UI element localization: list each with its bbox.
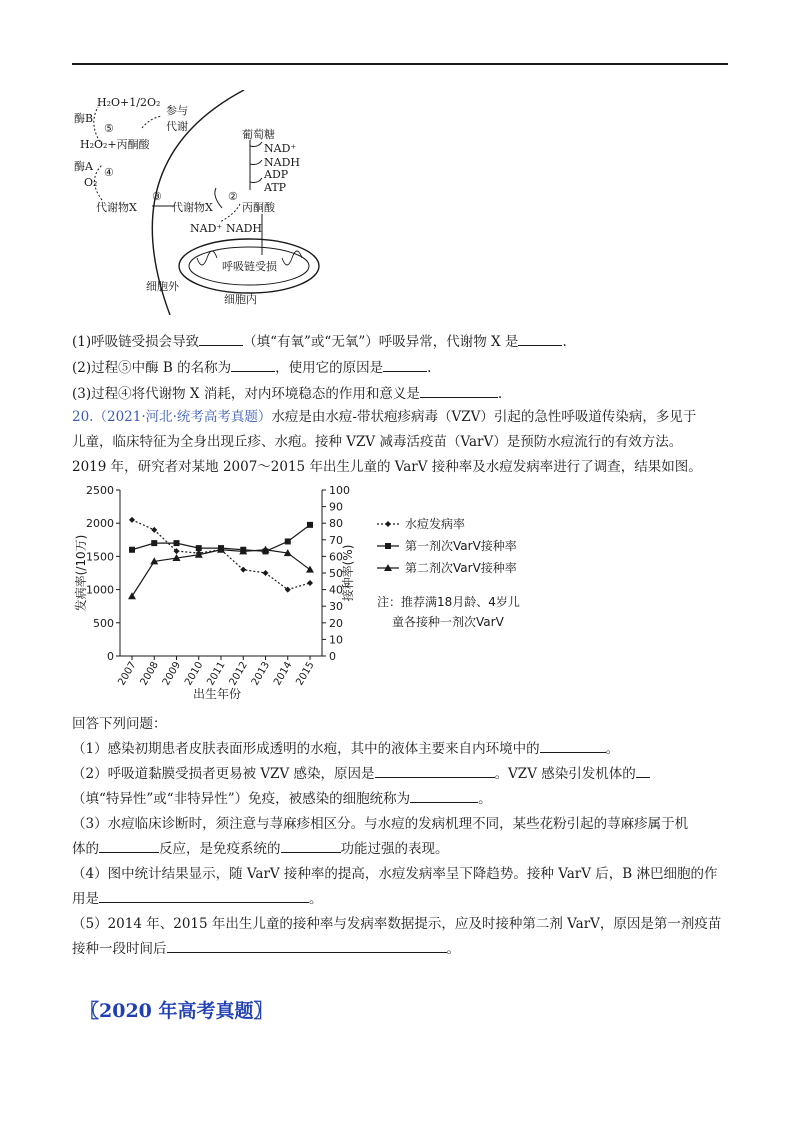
label-mito: 呼吸链受损 bbox=[222, 260, 277, 273]
y-right-axis-label: 接种率(%) bbox=[341, 544, 355, 602]
y-left-tick-label: 1500 bbox=[86, 550, 114, 564]
label-nadh1: NADH bbox=[264, 156, 300, 169]
label-circle-2: ② bbox=[228, 190, 238, 203]
answer-blank[interactable] bbox=[231, 357, 275, 372]
label-h2o2: H₂O₂+丙酮酸 bbox=[80, 138, 150, 151]
label-circle-4: ④ bbox=[104, 166, 114, 179]
x-axis-label: 出生年份 bbox=[192, 687, 242, 701]
legend-label-1: 水痘发病率 bbox=[405, 517, 466, 531]
label-outside: 细胞外 bbox=[146, 280, 179, 293]
answer-blank[interactable] bbox=[281, 838, 341, 853]
answer-blank[interactable] bbox=[99, 838, 159, 853]
label-metab: 参与 bbox=[166, 104, 188, 117]
y-right-tick-label: 90 bbox=[329, 500, 343, 514]
label-enzyme-a: 酶A bbox=[74, 160, 93, 173]
q19-item-3: (3)过程④将代谢物 X 消耗，对内环境稳态的作用和意义是 . bbox=[72, 382, 502, 402]
data-point-series-1 bbox=[151, 527, 157, 533]
data-point-series-2 bbox=[174, 540, 180, 546]
y-right-tick-label: 80 bbox=[329, 517, 343, 531]
label-x-in: 代谢物X bbox=[172, 201, 213, 214]
metabolism-diagram bbox=[72, 90, 372, 315]
y-right-tick-label: 10 bbox=[329, 633, 343, 647]
y-right-tick-label: 60 bbox=[329, 550, 343, 564]
y-right-tick-label: 50 bbox=[329, 567, 343, 580]
data-point-series-3 bbox=[128, 592, 136, 599]
x-tick-label: 2008 bbox=[138, 660, 161, 688]
label-glucose: 葡萄糖 bbox=[242, 128, 275, 141]
y-left-tick-label: 500 bbox=[93, 616, 114, 630]
answer-blank[interactable] bbox=[518, 331, 562, 346]
answer-blank[interactable] bbox=[383, 357, 427, 372]
q20-intro: 20.（2021·河北·统考高考真题）水痘是由水痘-带状疱疹病毒（VZV）引起的急性呼吸道传染病，多见于 儿童，临床特征为全身出现丘疹、水疱。接种 VZV 减毒活疫苗（VarV）是预防水痘流行的有效方法。 2019 年，研究者对某地 2007～2015 年出生儿童的 VarV 接种率及水痘发病率进行了调查，结果如图。 bbox=[72, 409, 702, 475]
label-nadh2: NADH bbox=[226, 222, 262, 235]
label-circle-3: ③ bbox=[152, 190, 162, 203]
legend-marker-2 bbox=[385, 543, 391, 549]
question-source: （2021·河北·统考高考真题） bbox=[93, 409, 272, 425]
x-tick-label: 2011 bbox=[205, 660, 228, 688]
section-heading: 〖2020 年高考真题〗 bbox=[80, 1000, 273, 1022]
y-right-tick-label: 100 bbox=[329, 484, 350, 497]
header-rule bbox=[72, 63, 728, 65]
x-tick-label: 2014 bbox=[272, 660, 295, 688]
answer-blank[interactable] bbox=[540, 738, 606, 753]
series-line-1 bbox=[132, 520, 310, 590]
y-left-axis-label: 发病率(/10万) bbox=[74, 534, 88, 612]
data-point-series-2 bbox=[151, 540, 157, 546]
answer-blank[interactable] bbox=[199, 331, 243, 346]
q19-item-1: (1)呼吸链受损会导致 （填“有氧”或“无氧”）呼吸异常，代谢物 X 是 . bbox=[72, 330, 567, 350]
label-pyruvate: 丙酮酸 bbox=[242, 201, 275, 214]
y-left-tick-label: 2500 bbox=[86, 484, 114, 497]
x-tick-label: 2012 bbox=[227, 660, 250, 688]
y-right-tick-label: 70 bbox=[329, 533, 343, 547]
legend-marker-1 bbox=[385, 521, 391, 527]
series-line-3 bbox=[132, 550, 310, 596]
varicella-chart bbox=[72, 480, 592, 705]
y-right-tick-label: 20 bbox=[329, 616, 343, 630]
label-circle-5: ⑤ bbox=[104, 122, 114, 135]
label-atp: ATP bbox=[264, 181, 287, 194]
y-right-tick-label: 0 bbox=[329, 650, 336, 663]
y-left-tick-label: 0 bbox=[107, 650, 114, 663]
label-adp: ADP bbox=[264, 168, 289, 181]
legend-label-3: 第二剂次VarV接种率 bbox=[405, 561, 517, 575]
chart-note-line-2: 童各接种一剂次VarV bbox=[392, 615, 504, 629]
answer-blank[interactable] bbox=[375, 763, 495, 778]
label-h2o: H₂O+1/2O₂ bbox=[97, 96, 161, 109]
q19-item-2: (2)过程⑤中酶 B 的名称为 ，使用它的原因是 . bbox=[72, 356, 431, 376]
x-tick-label: 2007 bbox=[116, 660, 139, 688]
answer-blank[interactable] bbox=[410, 788, 478, 803]
x-tick-label: 2009 bbox=[160, 660, 184, 688]
label-x-out: 代谢物X bbox=[96, 201, 137, 214]
x-tick-label: 2013 bbox=[249, 660, 273, 688]
label-metab2: 代谢 bbox=[166, 120, 188, 133]
answer-blank[interactable] bbox=[420, 383, 498, 398]
data-point-series-2 bbox=[129, 547, 135, 553]
data-point-series-2 bbox=[307, 522, 313, 528]
label-inside: 细胞内 bbox=[224, 293, 257, 306]
chart-note-line-1: 注：推荐满18月龄、4岁儿 bbox=[377, 595, 520, 609]
data-point-series-2 bbox=[285, 538, 291, 544]
label-enzyme-b: 酶B bbox=[74, 112, 94, 125]
question-number: 20. bbox=[72, 409, 94, 425]
data-point-series-1 bbox=[129, 517, 135, 523]
data-point-series-1 bbox=[263, 570, 269, 576]
legend-label-2: 第一剂次VarV接种率 bbox=[405, 539, 517, 553]
y-right-tick-label: 40 bbox=[329, 583, 343, 597]
y-right-tick-label: 30 bbox=[329, 600, 343, 614]
label-o2: O₂ bbox=[84, 176, 98, 189]
y-left-tick-label: 2000 bbox=[86, 517, 114, 531]
answer-blank[interactable] bbox=[636, 763, 650, 778]
data-point-series-2 bbox=[196, 545, 202, 551]
answer-blank[interactable] bbox=[167, 938, 447, 953]
data-point-series-1 bbox=[240, 567, 246, 573]
label-nad1: NAD⁺ bbox=[264, 142, 297, 155]
q20-questions: 回答下列问题： （1）感染初期患者皮肤表面形成透明的水疱，其中的液体主要来自内环境中的 。 （2）呼吸道黏膜受损者更易被 VZV 感染，原因是 。VZV 感染引发机体的 （填“特异性”或“非特异性”）免疫，被感染的细胞统称为 。 （3）水痘临床诊断时，须注意与荨麻疹相区分。与水痘的发病机理不同，某些花粉引起的荨麻疹属于机 体的 反应，是免疫系统的 功能过强的表现。 （4）图中统计结果显示，随 VarV 接种率的提高，水痘发病率呈下降趋势。接种 VarV 后，B 淋巴细胞的作 用是 。 （5）2014 年、2015 年出生儿童的接种率与发病率数据提示，应及时接种第二剂 VarV，原因是第一剂疫苗 接种一段时间后 。 bbox=[72, 716, 722, 957]
label-nad2: NAD⁺ bbox=[190, 222, 223, 235]
data-point-series-3 bbox=[306, 566, 314, 573]
data-point-series-1 bbox=[307, 580, 313, 586]
x-tick-label: 2015 bbox=[294, 660, 317, 688]
x-tick-label: 2010 bbox=[183, 660, 206, 688]
y-left-tick-label: 1000 bbox=[86, 583, 114, 597]
answer-blank[interactable] bbox=[99, 888, 309, 903]
